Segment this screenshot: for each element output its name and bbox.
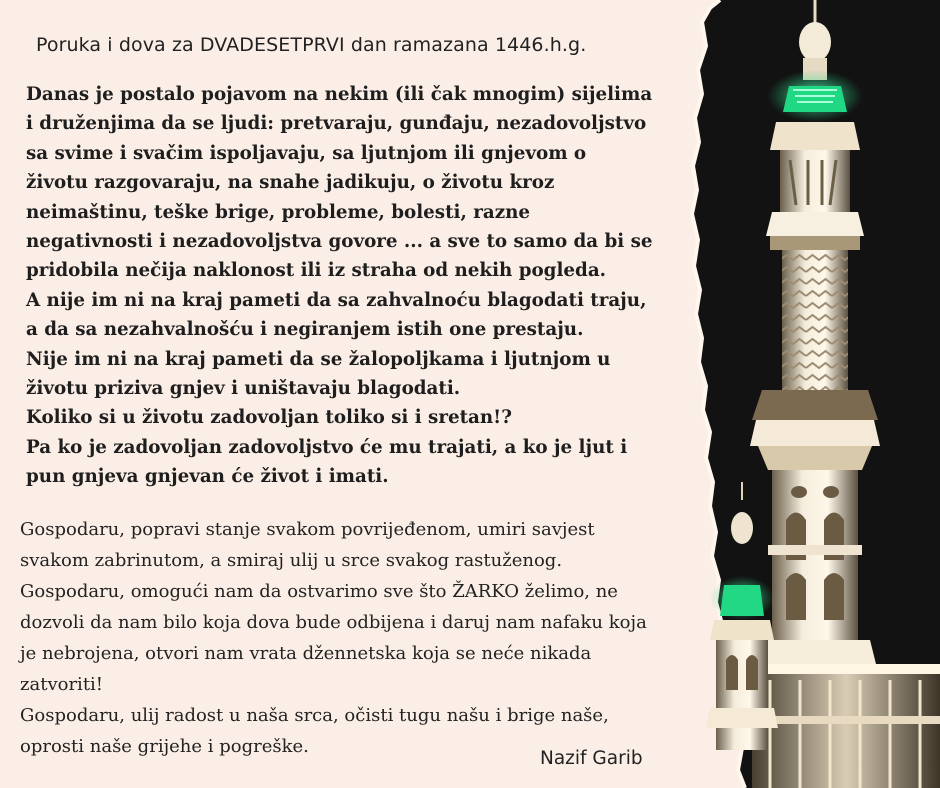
poster-title: Poruka i dova za DVADESETPRVI dan ramazana 1446.h.g.	[36, 34, 587, 56]
message-line: A nije im ni na kraj pameti da sa zahvalnoću blagodati traju,	[26, 289, 647, 311]
dova-line: svakom zabrinutom, a smiraj ulij u srce svakog rastuženog.	[20, 550, 563, 571]
message-line: neimaštinu, teške brige, probleme, bolesti, razne	[26, 201, 530, 223]
author-signature: Nazif Garib	[540, 748, 643, 769]
message-line: negativnosti i nezadovoljstva govore ... a sve to samo da bi se	[26, 231, 653, 253]
message-line: Nije im ni na kraj pameti da se žalopoljkama i ljutnjom u	[26, 348, 611, 370]
message-line: životu priziva gnjev i uništavaju blagodati.	[26, 378, 461, 400]
message-line: i druženjima da se ljudi: pretvaraju, gunđaju, nezadovoljstvo	[26, 113, 647, 135]
dova-line: zatvoriti!	[20, 674, 104, 695]
dova-paragraph	[20, 514, 710, 762]
message-line: Pa ko je zadovoljan zadovoljstvo će mu trajati, a ko je ljut i	[26, 436, 628, 458]
message-line: Koliko si u životu zadovoljan toliko si i sretan!?	[26, 407, 512, 429]
message-line: životu razgovaraju, na snahe jadikuju, o životu kroz	[26, 172, 555, 194]
message-line: Danas je postalo pojavom na nekim (ili čak mnogim) sijelima	[26, 84, 653, 105]
message-line: pridobila nečija naklonost ili iz straha od nekih pogleda.	[26, 260, 607, 282]
message-line: sa svime i svačim ispoljavaju, sa ljutnjom ili gnjevom o	[26, 142, 587, 164]
dova-line: dozvoli da nam bilo koja dova bude odbijena i daruj nam nafaku koja	[20, 612, 647, 633]
message-line: pun gnjeva gnjevan će život i imati.	[26, 466, 389, 488]
message-line: a da sa nezahvalnošću i negiranjem istih one prestaju.	[26, 319, 584, 341]
dova-line: Gospodaru, omogući nam da ostvarimo sve što ŽARKO želimo, ne	[20, 581, 618, 602]
dova-line: Gospodaru, popravi stanje svakom povrijeđenom, umiri savjest	[20, 519, 595, 540]
dova-line: je nebrojena, otvori nam vrata džennetska koja se neće nikada	[20, 643, 592, 664]
message-paragraph	[26, 80, 706, 492]
dova-line: oprosti naše grijehe i pogreške.	[20, 736, 309, 757]
dova-line: Gospodaru, ulij radost u naša srca, očisti tugu našu i brige naše,	[20, 705, 609, 726]
